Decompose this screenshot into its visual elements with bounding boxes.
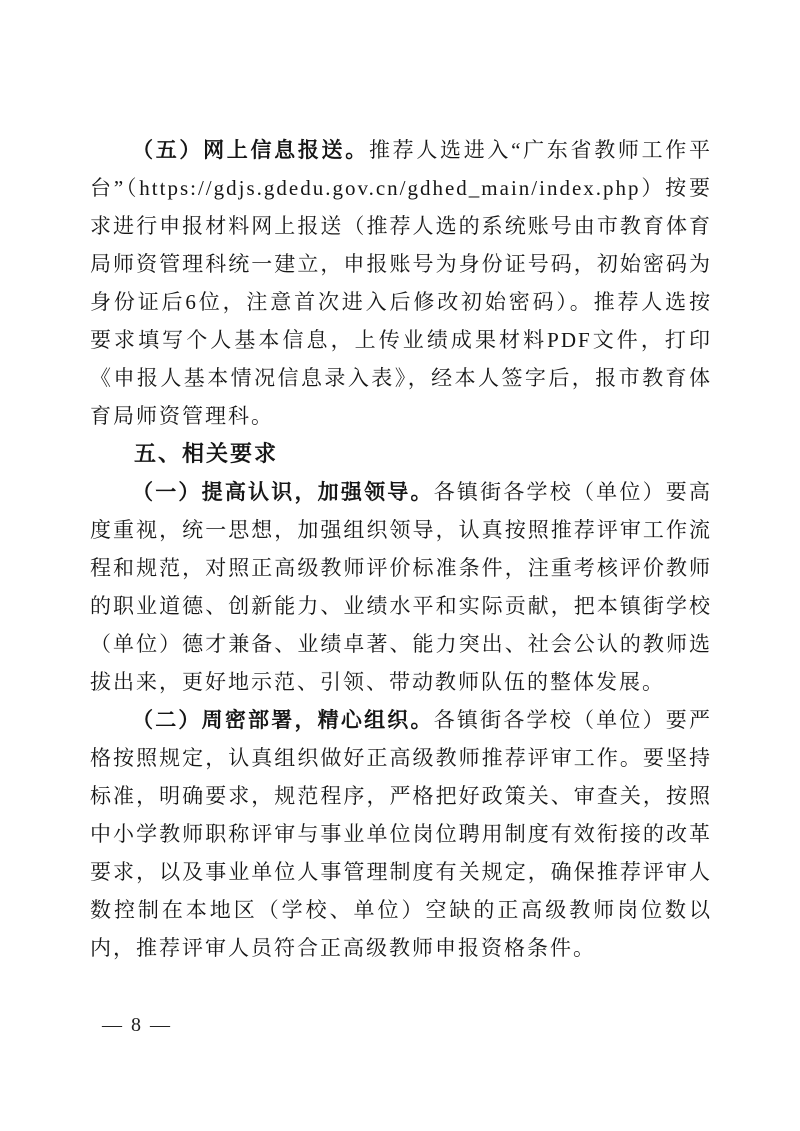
paragraph-lead-web-info-submission: （五）网上信息报送。 <box>132 138 369 162</box>
paragraph-web-info-submission <box>90 131 712 435</box>
paragraph-raise-awareness <box>90 473 712 701</box>
page-number: — 8 — <box>102 1014 172 1036</box>
paragraph-text-raise-awareness: 各镇街各学校（单位）要高度重视，统一思想，加强组织领导，认真按照推荐评审工作流程和规范，对照正高级教师评价标准条件，注重考核评价教师的职业道德、创新能力、业绩水平和实际贡献，把本镇街学校（单位）德才兼备、业绩卓著、能力突出、社会公认的教师选拔出来，更好地示范、引领、带动教师队伍的整体发展。 <box>90 480 713 694</box>
document-body <box>90 131 712 967</box>
paragraph-careful-deployment <box>90 701 712 967</box>
paragraph-text-careful-deployment: 各镇街各学校（单位）要严格按照规定，认真组织做好正高级教师推荐评审工作。要坚持标准，明确要求，规范程序，严格把好政策关、审查关，按照中小学教师职称评审与事业单位岗位聘用制度有效衔接的改革要求，以及事业单位人事管理制度有关规定，确保推荐评审人数控制在本地区（学校、单位）空缺的正高级教师岗位数以内，推荐评审人员符合正高级教师申报资格条件。 <box>90 708 713 960</box>
paragraph-text-web-info-submission: 推荐人选进入“广东省教师工作平台”（https://gdjs.gdedu.gov.cn/gdhed_main/index.php）按要求进行申报材料网上报送（推荐人选的系统账号由市教育体育局师资管理科统一建立，申报账号为身份证号码，初始密码为身份证后6位，注意首次进入后修改初始密码）。推荐人选按要求填写个人基本信息，上传业绩成果材料PDF文件，打印《申报人基本情况信息录入表》，经本人签字后，报市教育体育局师资管理科。 <box>90 138 712 428</box>
paragraph-lead-raise-awareness: （一）提高认识，加强领导。 <box>132 480 434 504</box>
paragraph-lead-careful-deployment: （二）周密部署，精心组织。 <box>132 708 434 732</box>
section-heading-related-requirements: 五、相关要求 <box>134 441 279 466</box>
